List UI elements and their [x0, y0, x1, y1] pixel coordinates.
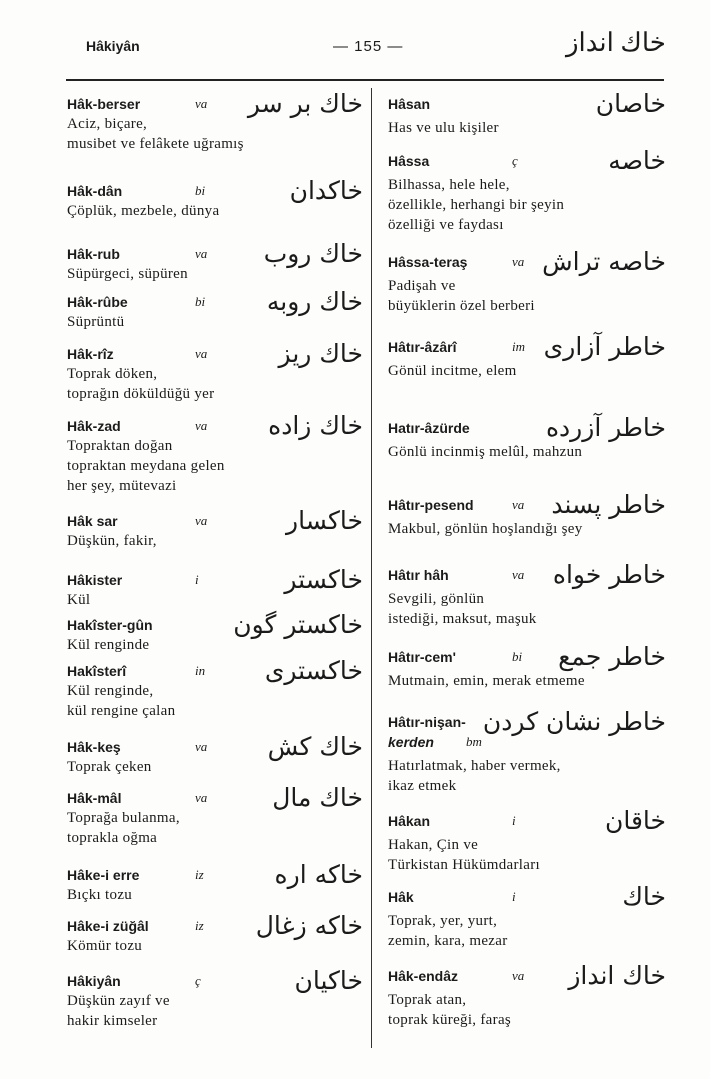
entry-headword: Hâk-endâz: [388, 968, 459, 984]
entry-definition: [388, 118, 499, 138]
entry-grammar-tag: bi: [195, 294, 206, 309]
entry-grammar-tag: im: [512, 339, 525, 354]
definition-line: toprakla oğma: [67, 830, 158, 846]
definition-line: Düşkün, fakir,: [67, 533, 157, 549]
entry-definition: [67, 885, 132, 905]
entry-grammar-tag: va: [195, 346, 208, 361]
entry-definition: [67, 531, 157, 551]
definition-line: Kül renginde,: [67, 683, 154, 699]
entry-headword: Hâk: [388, 889, 414, 905]
definition-line: Toprak döken,: [67, 366, 158, 382]
definition-line: Süpürgeci, süpüren: [67, 266, 188, 282]
definition-line: Padişah ve: [388, 278, 456, 294]
entry-arabic-script: خاصان: [595, 89, 666, 118]
entry-headword: Hâkister: [67, 572, 123, 588]
entry-arabic-script: خاكيان: [294, 966, 363, 995]
entry-headword: Hatır-âzürde: [388, 420, 470, 436]
entry-headword: Hâk-mâl: [67, 790, 122, 806]
entry-arabic-script: خاكدان: [289, 176, 363, 205]
entry-headword: Hâk-rub: [67, 246, 120, 262]
entry-arabic-script: خاك روبه: [266, 287, 363, 316]
entry-grammar-tag: iz: [195, 918, 204, 933]
definition-line: toprağın döküldüğü yer: [67, 386, 215, 402]
entry-definition: [388, 911, 508, 951]
definition-line: Mutmain, emin, merak etmeme: [388, 673, 585, 689]
entry-definition: [67, 436, 225, 496]
definition-line: Kömür tozu: [67, 938, 143, 954]
definition-line: Toprak, yer, yurt,: [388, 913, 498, 929]
entry-definition: [67, 936, 142, 956]
definition-line: her şey, mütevazi: [67, 478, 177, 494]
entry-headword: Hâk-dân: [67, 183, 123, 199]
entry-arabic-script: خاك بر سر: [247, 89, 363, 118]
entry-definition: [388, 276, 535, 316]
entry-grammar-tag: bm: [466, 734, 482, 749]
definition-line: zemin, kara, mezar: [388, 933, 508, 949]
entry-grammar-tag: i: [512, 813, 516, 828]
definition-line: Toprağa bulanma,: [67, 810, 180, 826]
entry-grammar-tag: va: [195, 96, 208, 111]
entry-headword: Hâk-berser: [67, 96, 141, 112]
entry-headword: Hâkiyân: [67, 973, 121, 989]
entry-arabic-script: خاك ريز: [278, 339, 363, 368]
entry-definition: [67, 312, 124, 332]
entry-headword: Hâssa: [388, 153, 430, 169]
entry-definition: [388, 756, 561, 796]
definition-line: musibet ve felâkete uğramış: [67, 136, 244, 152]
entry-arabic-script: خاطر جمع: [558, 642, 666, 671]
entry-arabic-script: خاصه: [608, 146, 666, 175]
definition-line: Kül renginde: [67, 637, 150, 653]
definition-line: Aciz, biçare,: [67, 116, 148, 132]
definition-line: Gönül incitme, elem: [388, 363, 517, 379]
entry-grammar-tag: va: [195, 739, 208, 754]
entry-arabic-script: خاكه زغال: [255, 911, 363, 940]
entry-grammar-tag: iz: [195, 867, 204, 882]
entry-arabic-script: خاكسترى: [264, 656, 363, 685]
entry-headword: Hâtır-cem': [388, 649, 456, 665]
entry-arabic-script: خاك: [622, 882, 666, 911]
entry-grammar-tag: va: [195, 246, 208, 261]
entry-headword: Hakîster-gûn: [67, 617, 153, 633]
definition-line: Kül: [67, 592, 91, 608]
entry-arabic-script: خاكه اره: [274, 860, 363, 889]
entry-definition: [67, 991, 170, 1031]
entry-definition: [67, 808, 180, 848]
entry-headword: Hâk-rîz: [67, 346, 114, 362]
running-head-arabic: خاك انداز: [566, 28, 666, 57]
running-head-left: Hâkiyân: [86, 38, 140, 54]
entry-arabic-script: خاطر آزارى: [543, 332, 666, 361]
definition-line: topraktan meydana gelen: [67, 458, 225, 474]
entry-definition: [67, 590, 90, 610]
definition-line: Bıçkı tozu: [67, 887, 133, 903]
entry-headword: Hâk sar: [67, 513, 118, 529]
entry-definition: [67, 201, 219, 221]
entry-grammar-tag: va: [512, 968, 525, 983]
entry-definition: [388, 361, 517, 381]
definition-line: Süprüntü: [67, 314, 125, 330]
definition-line: Hakan, Çin ve: [388, 837, 479, 853]
entry-definition: [67, 114, 244, 154]
entry-headword: Hâtır hâh: [388, 567, 449, 583]
entry-arabic-script: خاك روب: [263, 239, 363, 268]
entry-definition: [67, 264, 188, 284]
definition-line: Has ve ulu kişiler: [388, 120, 499, 136]
entry-grammar-tag: bi: [195, 183, 206, 198]
entry-grammar-tag: ç: [512, 153, 518, 168]
entry-definition: [67, 681, 175, 721]
entry-headword: Hâk-keş: [67, 739, 121, 755]
entry-arabic-script: خاكستر گون: [233, 610, 363, 639]
definition-line: istediği, maksut, maşuk: [388, 611, 537, 627]
entry-arabic-script: خاكستر: [284, 565, 363, 594]
entry-definition: [67, 635, 149, 655]
entry-headword: Hâk-zad: [67, 418, 121, 434]
entry-definition: [67, 364, 214, 404]
entry-arabic-script: خاك مال: [272, 783, 363, 812]
definition-line: Makbul, gönlün hoşlandığı şey: [388, 521, 583, 537]
entry-definition: [388, 442, 582, 462]
entry-definition: [388, 519, 583, 539]
entry-definition: [388, 990, 511, 1030]
definition-line: Gönlü incinmiş melûl, mahzun: [388, 444, 583, 460]
entry-grammar-tag: va: [512, 567, 525, 582]
entry-arabic-script: خاك كش: [267, 732, 363, 761]
definition-line: özellikle, herhangi bir şeyin: [388, 197, 565, 213]
definition-line: özelliği ve faydası: [388, 217, 504, 233]
page-number: — 155 —: [333, 38, 404, 55]
entry-grammar-tag: va: [512, 254, 525, 269]
entry-definition: [67, 757, 152, 777]
definition-line: Bilhassa, hele hele,: [388, 177, 510, 193]
definition-line: ikaz etmek: [388, 778, 457, 794]
definition-line: Çöplük, mezbele, dünya: [67, 203, 220, 219]
entry-grammar-tag: bi: [512, 649, 523, 664]
entry-grammar-tag: va: [195, 418, 208, 433]
entry-arabic-script: خاك انداز: [568, 961, 666, 990]
entry-definition: [388, 835, 540, 875]
entry-arabic-script: خاطر نشان كردن: [482, 707, 666, 736]
entry-arabic-script: خاطر آزرده: [545, 413, 666, 442]
entry-grammar-tag: ç: [195, 973, 201, 988]
entry-headword: Hâke-i erre: [67, 867, 140, 883]
entry-grammar-tag: va: [195, 513, 208, 528]
entry-arabic-script: خاقان: [605, 806, 666, 835]
entry-definition: [388, 175, 564, 235]
definition-line: hakir kimseler: [67, 1013, 158, 1029]
entry-headword: Hâk-rûbe: [67, 294, 128, 310]
entry-headword: Hâsan: [388, 96, 431, 112]
entry-grammar-tag: in: [195, 663, 206, 678]
definition-line: Toprak atan,: [388, 992, 467, 1008]
entry-grammar-tag: va: [195, 790, 208, 805]
entry-headword: Hâkan: [388, 813, 431, 829]
entry-grammar-tag: i: [195, 572, 199, 587]
entry-arabic-script: خاكسار: [286, 506, 363, 535]
entry-headword: Hâtır-nişan-: [388, 714, 466, 730]
entry-headword: Hâtır-âzârî: [388, 339, 457, 355]
entry-headword-continued: kerden: [388, 734, 434, 750]
entry-arabic-script: خاصه تراش: [542, 247, 666, 276]
entry-arabic-script: خاطر خواه: [552, 560, 666, 589]
entry-headword: Hâke-i züğâl: [67, 918, 149, 934]
entry-headword: Hâtır-pesend: [388, 497, 474, 513]
entry-grammar-tag: va: [512, 497, 525, 512]
definition-line: büyüklerin özel berberi: [388, 298, 535, 314]
definition-line: Türkistan Hükümdarları: [388, 857, 540, 873]
entry-arabic-script: خاك زاده: [268, 411, 363, 440]
entry-headword: Hakîsterî: [67, 663, 127, 679]
entry-definition: [388, 589, 537, 629]
definition-line: Hatırlatmak, haber vermek,: [388, 758, 561, 774]
entry-headword: Hâssa-teraş: [388, 254, 468, 270]
definition-line: Toprak çeken: [67, 759, 152, 775]
entry-definition: [388, 671, 585, 691]
definition-line: toprak küreği, faraş: [388, 1012, 512, 1028]
column-divider: [371, 88, 372, 1048]
definition-line: Topraktan doğan: [67, 438, 173, 454]
entry-arabic-script: خاطر پسند: [551, 490, 666, 519]
definition-line: Sevgili, gönlün: [388, 591, 485, 607]
header-rule: [66, 79, 664, 81]
entry-grammar-tag: i: [512, 889, 516, 904]
definition-line: Düşkün zayıf ve: [67, 993, 170, 1009]
definition-line: kül rengine çalan: [67, 703, 176, 719]
